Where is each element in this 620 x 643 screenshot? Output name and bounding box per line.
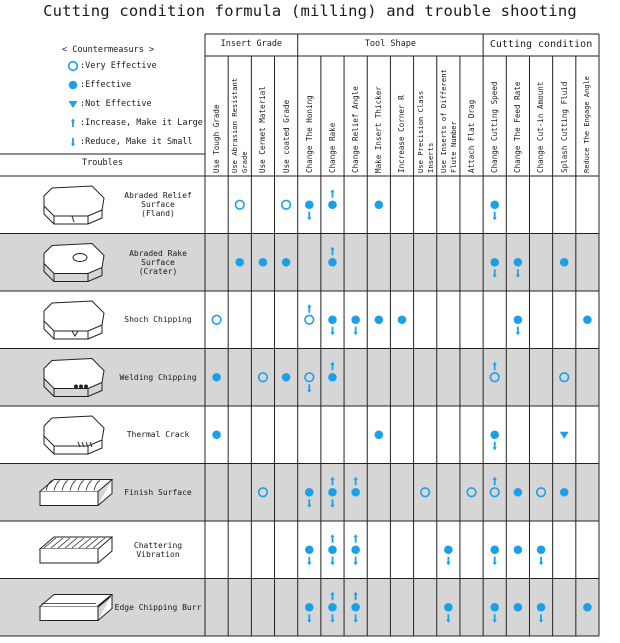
- column-header: Use Precision Class Inserts: [415, 90, 435, 173]
- cell-mark: [282, 373, 291, 382]
- increase-mark: [330, 189, 334, 198]
- cell-mark: [514, 545, 523, 554]
- cell-mark: [560, 258, 569, 267]
- cell-mark: [375, 200, 384, 209]
- effective-mark: [514, 488, 523, 497]
- effective-mark: [514, 603, 523, 612]
- column-header: Change Cutting Speed: [490, 81, 500, 173]
- effective-mark: [444, 603, 453, 612]
- effective-mark: [583, 315, 592, 324]
- legend-item: [66, 116, 203, 130]
- cell-mark: [212, 315, 221, 324]
- legend-label: :Reduce, Make it Small: [80, 137, 193, 147]
- cell-mark: [351, 534, 360, 565]
- cell-mark: [328, 534, 337, 565]
- column-header: Change Cut-in Amount: [536, 81, 546, 173]
- cell-mark: [305, 304, 314, 324]
- effective-mark: [282, 373, 291, 382]
- increase-mark: [307, 304, 311, 313]
- page-title: Cutting condition formula (milling) and trouble shooting: [43, 2, 577, 20]
- effective-mark: [328, 603, 337, 612]
- cell-mark: [537, 545, 546, 565]
- effective-mark: [282, 258, 291, 267]
- column-header: Use Inserts of Different Flute Number: [438, 69, 458, 173]
- insert-relief-icon: [44, 186, 104, 224]
- not-effective-mark: [560, 432, 569, 439]
- legend-label: :Not Effective: [80, 99, 152, 109]
- cell-mark: [375, 315, 384, 324]
- not-effective-mark: [69, 101, 78, 108]
- effective-mark: [490, 545, 499, 554]
- reduce-mark: [493, 212, 497, 221]
- cell-mark: [560, 432, 569, 439]
- trouble-label: Shoch Chipping: [124, 315, 192, 325]
- legend-label: :Effective: [80, 80, 132, 90]
- legend-label: :Increase, Make it Large: [80, 118, 203, 128]
- effective-mark: [305, 603, 314, 612]
- effective-mark: [328, 200, 337, 209]
- effective-mark: [351, 545, 360, 554]
- effective-mark: [328, 373, 337, 382]
- effective-mark: [514, 315, 523, 324]
- trouble-label: Chattering Vibration: [133, 540, 183, 559]
- cell-mark: [583, 315, 592, 324]
- cell-mark: [328, 315, 337, 335]
- effective-mark: [560, 258, 569, 267]
- effective-mark: [537, 545, 546, 554]
- cell-mark: [212, 373, 221, 382]
- cell-mark: [560, 488, 569, 497]
- effective-mark: [398, 315, 407, 324]
- cell-mark: [490, 430, 499, 450]
- effective-mark: [375, 315, 384, 324]
- cell-mark: [514, 603, 523, 612]
- reduce-mark: [307, 557, 311, 566]
- effective-mark: [537, 603, 546, 612]
- reduce-mark: [307, 212, 311, 221]
- effective-mark: [351, 488, 360, 497]
- effective-mark: [490, 200, 499, 209]
- reduce-icon: [66, 135, 80, 149]
- reduce-mark: [493, 557, 497, 566]
- trouble-label: Edge Chipping Burr: [114, 602, 202, 612]
- effective-mark: [305, 200, 314, 209]
- trouble-label: Abraded Rake Surface (Crater): [129, 248, 187, 276]
- reduce-mark: [71, 138, 75, 147]
- column-header: Change The Honing: [304, 95, 314, 173]
- effective-mark: [351, 315, 360, 324]
- reduce-mark: [330, 327, 334, 336]
- column-header: Use coated Grade: [281, 99, 291, 173]
- effective-mark: [490, 603, 499, 612]
- cell-mark: [235, 258, 244, 267]
- effective-mark: [305, 545, 314, 554]
- effective-mark: [328, 545, 337, 554]
- very-effective-mark: [235, 200, 244, 209]
- very-effective-mark: [212, 315, 221, 324]
- cell-mark: [514, 315, 523, 335]
- cell-mark: [490, 200, 499, 220]
- legend-item: [66, 135, 193, 149]
- insert-shock-icon: [44, 301, 104, 339]
- cell-mark: [259, 258, 268, 267]
- cell-mark: [490, 545, 499, 565]
- effective-mark: [375, 430, 384, 439]
- effective-mark: [514, 258, 523, 267]
- troubles-header: Troubles: [82, 158, 123, 168]
- legend: [0, 36, 205, 176]
- cell-mark: [235, 200, 244, 209]
- effective-mark: [212, 430, 221, 439]
- column-header: Change Rake: [327, 122, 337, 173]
- reduce-mark: [516, 327, 520, 336]
- effective-mark: [490, 430, 499, 439]
- effective-mark: [235, 258, 244, 267]
- column-header: Use Cermet Material: [258, 86, 268, 173]
- increase-mark: [330, 534, 334, 543]
- cell-mark: [351, 315, 360, 335]
- cell-mark: [212, 430, 221, 439]
- column-header: Attach Flat Drag: [466, 99, 476, 173]
- column-header: Change Relief Angle: [351, 86, 361, 173]
- legend-item: [66, 59, 157, 73]
- cell-mark: [305, 200, 314, 220]
- effective-mark: [560, 488, 569, 497]
- effective-icon: [66, 78, 80, 92]
- effective-mark: [375, 200, 384, 209]
- cell-mark: [282, 200, 291, 209]
- increase-icon: [66, 116, 80, 130]
- legend-item: [66, 78, 131, 92]
- increase-mark: [71, 119, 75, 128]
- legend-label: :Very Effective: [80, 61, 157, 71]
- cell-mark: [514, 488, 523, 497]
- group-header: Insert Grade: [220, 39, 283, 49]
- effective-mark: [328, 315, 337, 324]
- effective-mark: [444, 545, 453, 554]
- effective-mark: [583, 603, 592, 612]
- column-header: Change The Feed Rate: [513, 81, 523, 173]
- effective-mark: [259, 258, 268, 267]
- reduce-mark: [446, 557, 450, 566]
- insert-thermal-icon: [44, 416, 104, 454]
- column-header: Reduce The Engage Angle: [582, 76, 591, 173]
- column-header: Increase Corner R: [397, 95, 407, 173]
- effective-mark: [212, 373, 221, 382]
- column-header: Make Insert Thicker: [374, 86, 384, 173]
- reduce-mark: [493, 442, 497, 451]
- effective-mark: [490, 258, 499, 267]
- effective-mark: [69, 81, 78, 90]
- effective-mark: [328, 488, 337, 497]
- legend-title: < Countermeasurs >: [62, 45, 155, 55]
- cell-mark: [444, 545, 453, 565]
- cell-mark: [305, 545, 314, 565]
- effective-mark: [514, 545, 523, 554]
- group-header: Tool Shape: [364, 39, 416, 49]
- reduce-mark: [330, 557, 334, 566]
- not-effective-icon: [66, 97, 80, 111]
- cell-mark: [328, 189, 337, 209]
- cell-mark: [398, 315, 407, 324]
- column-header: Use Tough Grade: [212, 104, 221, 173]
- trouble-label: Finish Surface: [124, 487, 192, 497]
- very-effective-icon: [66, 59, 80, 73]
- increase-mark: [353, 534, 357, 543]
- cell-mark: [282, 258, 291, 267]
- effective-mark: [351, 603, 360, 612]
- group-header: Cutting condition: [489, 39, 593, 50]
- column-header: Splash Cutting Fluid: [559, 81, 569, 173]
- reduce-mark: [353, 557, 357, 566]
- very-effective-mark: [305, 315, 314, 324]
- effective-mark: [328, 258, 337, 267]
- very-effective-mark: [282, 200, 291, 209]
- trouble-label: Abraded Relief Surface (Fland): [124, 191, 192, 219]
- reduce-mark: [353, 327, 357, 336]
- block-chatter-icon: [40, 537, 112, 563]
- effective-mark: [305, 488, 314, 497]
- cell-mark: [375, 430, 384, 439]
- column-header: Use Abrasion Resistant Grade: [230, 77, 250, 173]
- trouble-label: Welding Chipping: [119, 372, 197, 382]
- very-effective-mark: [69, 62, 78, 71]
- legend-item: [66, 97, 152, 111]
- cell-mark: [583, 603, 592, 612]
- reduce-mark: [539, 557, 543, 566]
- trouble-label: Thermal Crack: [126, 430, 190, 440]
